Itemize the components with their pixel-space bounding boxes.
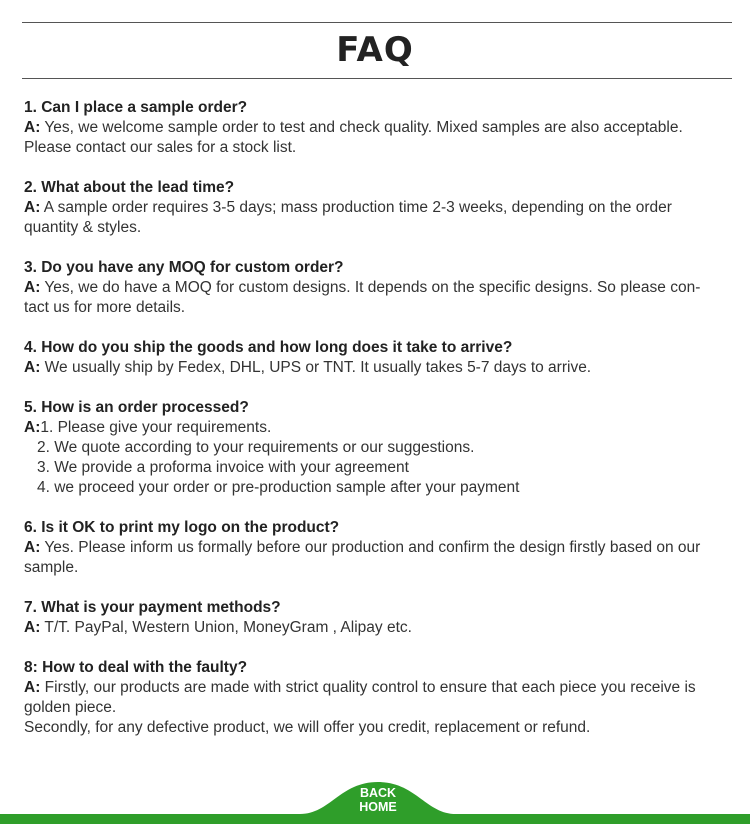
faq-list [24,98,730,758]
process-step: 4. we proceed your order or pre-production sample after your payment [37,479,520,496]
faq-question: 3. Do you have any MOQ for custom order? [24,259,344,276]
faq-item [24,398,730,498]
faq-answer: A: Yes. Please inform us formally before our production and confirm the design firstly based on our [24,539,701,556]
page-title: FAQ [336,30,414,70]
back-home-button[interactable] [338,786,418,814]
answer-label: A: [24,419,41,436]
faq-question: 7. What is your payment methods? [24,599,281,616]
faq-answer: A: T/T. PayPal, Western Union, MoneyGram , Alipay etc. [24,619,412,636]
footer-bar [0,814,750,824]
answer-label: A: [24,199,41,216]
faq-question: 6. Is it OK to print my logo on the product? [24,519,340,536]
faq-question: 2. What about the lead time? [24,179,235,196]
faq-question: 1. Can I place a sample order? [24,99,248,116]
faq-question: 5. How is an order processed? [24,399,249,416]
faq-answer: A: A sample order requires 3-5 days; mass production time 2-3 weeks, depending on the order [24,199,672,216]
faq-answer-line: Please contact our sales for a stock list. [24,139,297,156]
faq-item [24,258,730,318]
faq-item [24,658,730,738]
back-home-label-line1: BACK [359,786,397,800]
faq-question: 8: How to deal with the faulty? [24,659,248,676]
faq-item [24,518,730,578]
answer-label: A: [24,679,41,696]
title-divider [22,78,732,79]
answer-label: A: [24,119,41,136]
answer-label: A: [24,359,41,376]
faq-answer: A: Firstly, our products are made with strict quality control to ensure that each piece you receive is [24,679,696,696]
answer-label: A: [24,619,41,636]
process-step: 3. We provide a proforma invoice with your agreement [37,459,409,476]
faq-item [24,178,730,238]
faq-answer: A: Yes, we do have a MOQ for custom designs. It depends on the specific designs. So please con- [24,279,701,296]
faq-item [24,598,730,638]
answer-label: A: [24,279,41,296]
faq-question: 4. How do you ship the goods and how long does it take to arrive? [24,339,513,356]
faq-answer: A: We usually ship by Fedex, DHL, UPS or TNT. It usually takes 5-7 days to arrive. [24,359,592,376]
faq-answer-line: Secondly, for any defective product, we will offer you credit, replacement or refund. [24,719,591,736]
top-divider [22,22,732,23]
process-step: 2. We quote according to your requirements or our suggestions. [37,439,475,456]
faq-item [24,338,730,378]
faq-answer-line: golden piece. [24,699,117,716]
faq-answer: A:1. Please give your requirements. [24,419,272,436]
faq-answer: A: Yes, we welcome sample order to test and check quality. Mixed samples are also acceptable. [24,119,683,136]
answer-label: A: [24,539,41,556]
faq-answer-line: quantity & styles. [24,219,142,236]
back-home-label-line2: HOME [359,800,397,814]
faq-answer-line: tact us for more details. [24,299,186,316]
faq-item [24,98,730,158]
faq-answer-line: sample. [24,559,79,576]
